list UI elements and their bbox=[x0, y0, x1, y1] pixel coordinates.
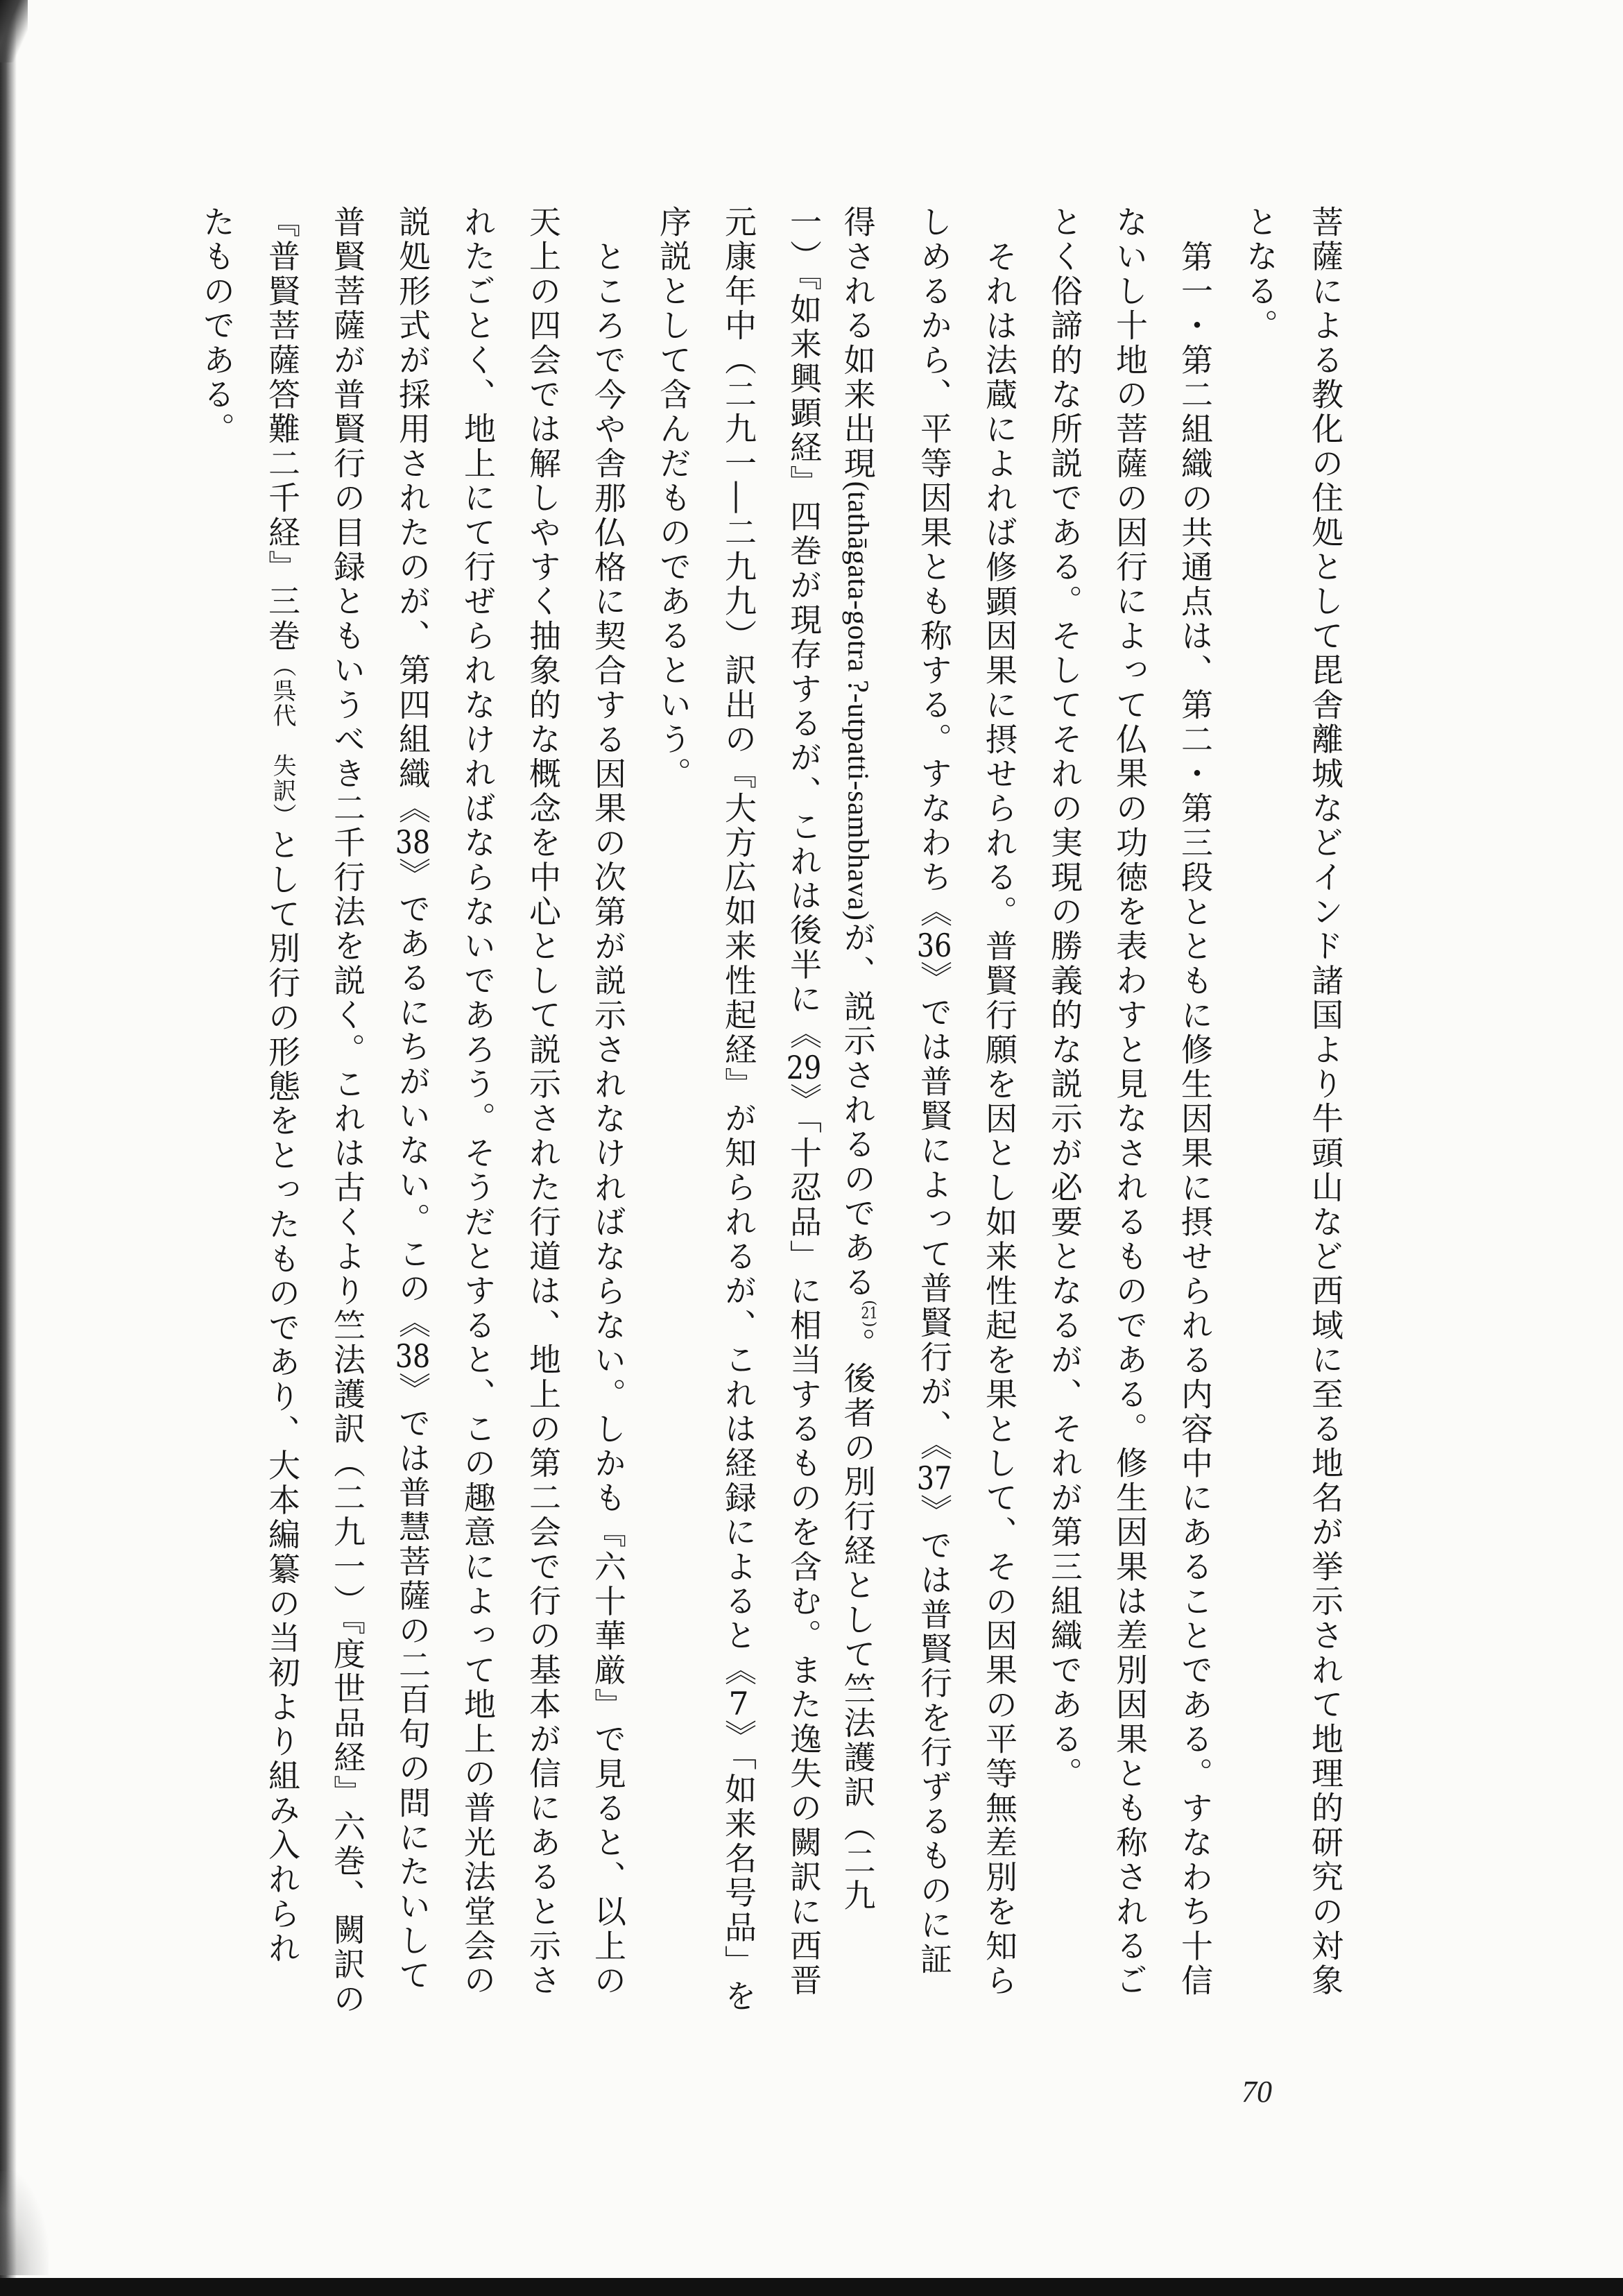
text-column: ないし十地の菩薩の因行によって仏果の功徳を表わすと見なされるものである。修生因果は差別因果とも称されるご bbox=[1111, 205, 1149, 1998]
text-column: しめるから、平等因果とも称する。すなわち《36》では普賢によって普賢行が、《37》では普賢行を行ずるものに証 bbox=[916, 205, 953, 1978]
upright-number: 36 bbox=[916, 929, 952, 961]
text-column: 説処形式が採用されたのが、第四組織《38》であるにちがいない。この《38》では普慧菩薩の二百句の問にたいして bbox=[394, 205, 431, 1994]
text-column: 菩薩による教化の住処として毘舎離城などインド諸国より牛頭山など西域に至る地名が挙示されて地理的研究の対象 bbox=[1307, 205, 1344, 1998]
text-column bbox=[250, 205, 315, 2037]
text-column: 天上の四会では解しやすく抽象的な概念を中心として説示された行道は、地上の第二会で行の基本が信にあると示さ bbox=[524, 205, 562, 1998]
text-column: 第一・第二組織の共通点は、第二・第三段とともに修生因果に摂せられる内容中にあることである。すなわち十信 bbox=[1176, 239, 1214, 1998]
footnote-marker: (21) bbox=[861, 1300, 878, 1328]
text-segment: 『普賢菩薩答難二千経』三巻 bbox=[264, 205, 301, 654]
text-column bbox=[836, 205, 902, 2037]
text-segment: 得される如来出現 bbox=[839, 205, 877, 481]
text-column: れたごとく、地上にて行ぜられなければならないであろう。そうだとすると、この趣意によって地上の普光法堂会の bbox=[459, 205, 497, 1998]
text-segment: が、説示されるのである bbox=[839, 920, 877, 1301]
upright-number: 38 bbox=[395, 1340, 431, 1373]
scan-bottom-edge bbox=[0, 2278, 1623, 2296]
inline-annotation: （呉代 失訳） bbox=[268, 653, 296, 829]
scan-smudge bbox=[0, 2171, 49, 2275]
text-column: 元康年中（二九一―二九九）訳出の『大方広如来性起経』が知られるが、これは経録によると《7》「如来名号品」を bbox=[720, 205, 757, 2014]
text-column: 一）『如来興顕経』四巻が現存するが、これは後半に《29》「十忍品」に相当するものを含む。また逸失の闕訳に西晋 bbox=[785, 205, 823, 1998]
text-segment: 。後者の別行経として竺法護訳（二九 bbox=[839, 1327, 877, 1914]
text-column: となる。 bbox=[1242, 205, 1279, 343]
sanskrit-term: (tathāgata-gotra ?-utpatti-sambhava) bbox=[841, 481, 874, 921]
upright-number: 7 bbox=[728, 1688, 749, 1720]
upright-number: 37 bbox=[916, 1462, 952, 1495]
scan-binding-edge bbox=[0, 0, 17, 2278]
text-column: たものである。 bbox=[198, 205, 236, 447]
upright-number: 21 bbox=[861, 1305, 878, 1321]
text-segment: として別行の形態をとったものであり、大本編纂の当初より組み入れられ bbox=[264, 828, 301, 1967]
body-text bbox=[184, 205, 1358, 2037]
page-number: 70 bbox=[1242, 2075, 1272, 2109]
upright-number: 29 bbox=[786, 1051, 822, 1083]
text-column: 普賢菩薩が普賢行の目録ともいうべき二千行法を説く。これは古くより竺法護訳（二九一）『度世品経』六巻、闕訳の bbox=[329, 205, 366, 2017]
text-column: ところで今や舎那仏格に契合する因果の次第が説示されなければならない。しかも『六十華厳』で見ると、以上の bbox=[590, 239, 627, 1998]
scan-corner-shadow bbox=[0, 0, 28, 62]
text-column: とく俗諦的な所説である。そしてそれの実現の勝義的な説示が必要となるが、それが第三組織である。 bbox=[1046, 205, 1083, 1792]
upright-number: 38 bbox=[395, 825, 431, 858]
text-column: 序説として含んだものであるという。 bbox=[655, 205, 692, 791]
text-column: それは法蔵によれば修顕因果に摂せられる。普賢行願を因とし如来性起を果として、その因果の平等無差別を知ら bbox=[981, 239, 1018, 1998]
